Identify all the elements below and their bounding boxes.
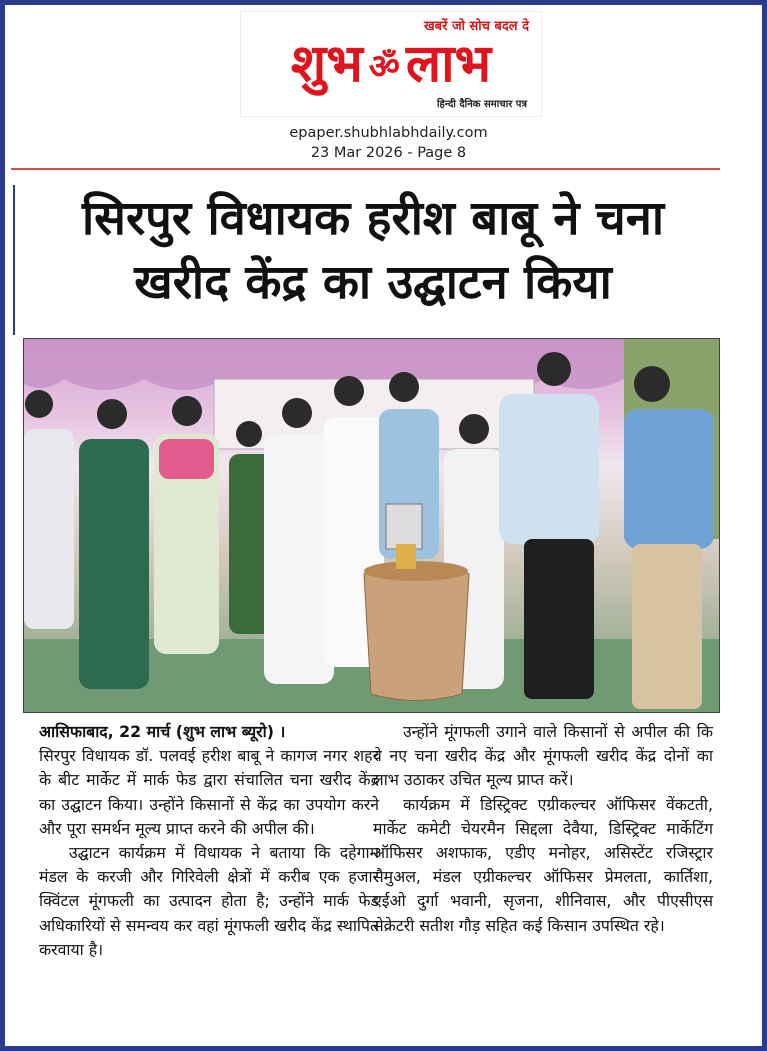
article-column-right <box>373 720 713 938</box>
masthead-logo <box>240 11 542 117</box>
headline-side-rule <box>13 185 15 335</box>
newspaper-logo <box>241 34 541 97</box>
masthead-tagline: खबरें जो सोच बदल दे <box>424 19 529 34</box>
header-divider <box>11 168 720 170</box>
edition-date-page: 23 Mar 2026 - Page 8 <box>310 145 467 161</box>
edition-info <box>5 123 767 163</box>
source-url: epaper.shubhlabhdaily.com <box>289 125 488 141</box>
headline-line-2: खरीद केंद्र का उद्घाटन किया <box>134 255 612 310</box>
masthead-subtitle: हिन्दी दैनिक समाचार पत्र <box>436 99 527 110</box>
photo-illustration <box>24 339 720 713</box>
article-paragraph-3: उन्होंने मूंगफली उगाने वाले किसानों से अपील की कि वे नए चना खरीद केंद्र और मूंगफली खरीद केंद्र दोनों का लाभ उठाकर उचित मूल्य प्राप्त करें। <box>373 722 713 790</box>
article-headline <box>23 187 723 315</box>
article-column-left <box>39 720 379 962</box>
news-photo <box>23 338 720 713</box>
article-paragraph-4: कार्यक्रम में डिस्ट्रिक्ट एग्रीकल्चर ऑफिसर वेंकटती, मार्केट कमेटी चेयरमैन सिद्दला देवैया, डिस्ट्रिक्ट मार्केटिंग ऑफिसर अशफाक, एडीए मनोहर, असिस्टेंट रजिस्ट्रार सैमुअल, मंडल एग्रीकल्चर ऑफिसर प्रेमलता, कार्तिशा, एईओ दुर्गा भवानी, सृजना, शीनिवास, और पीएसीएस सेक्रेटरी सतीश गौड़ सहित कई किसान उपस्थित रहे। <box>373 794 713 935</box>
article-dateline: आसिफाबाद, 22 मार्च (शुभ लाभ ब्यूरो) । <box>39 722 286 741</box>
article-paragraph-1: सिरपुर विधायक डॉ. पलवई हरीश बाबू ने कागज नगर शहर के बीट मार्केट में मार्क फेड द्वारा संचालित चना खरीद केंद्र का उद्घाटन किया। उन्होंने किसानों से केंद्र का उपयोग करने और पूरा समर्थन मूल्य प्राप्त करने की अपील की। <box>39 746 379 838</box>
logo-word-right: लाभ <box>405 34 492 94</box>
headline-line-1: सिरपुर विधायक हरीश बाबू ने चना <box>82 191 664 246</box>
article-paragraph-2: उद्घाटन कार्यक्रम में विधायक ने बताया कि दहेगाम मंडल के करजी और गिरिवेली क्षेत्रों में करीब एक हजार क्विंटल मूंगफली का उत्पादन होता है; उन्होंने मार्क फेड अधिकारियों से समन्वय कर वहां मूंगफली खरीद केंद्र स्थापित करवाया है। <box>39 843 379 959</box>
logo-word-left: शुभ <box>290 34 363 94</box>
ganesh-emblem-icon: ॐ <box>368 47 400 87</box>
